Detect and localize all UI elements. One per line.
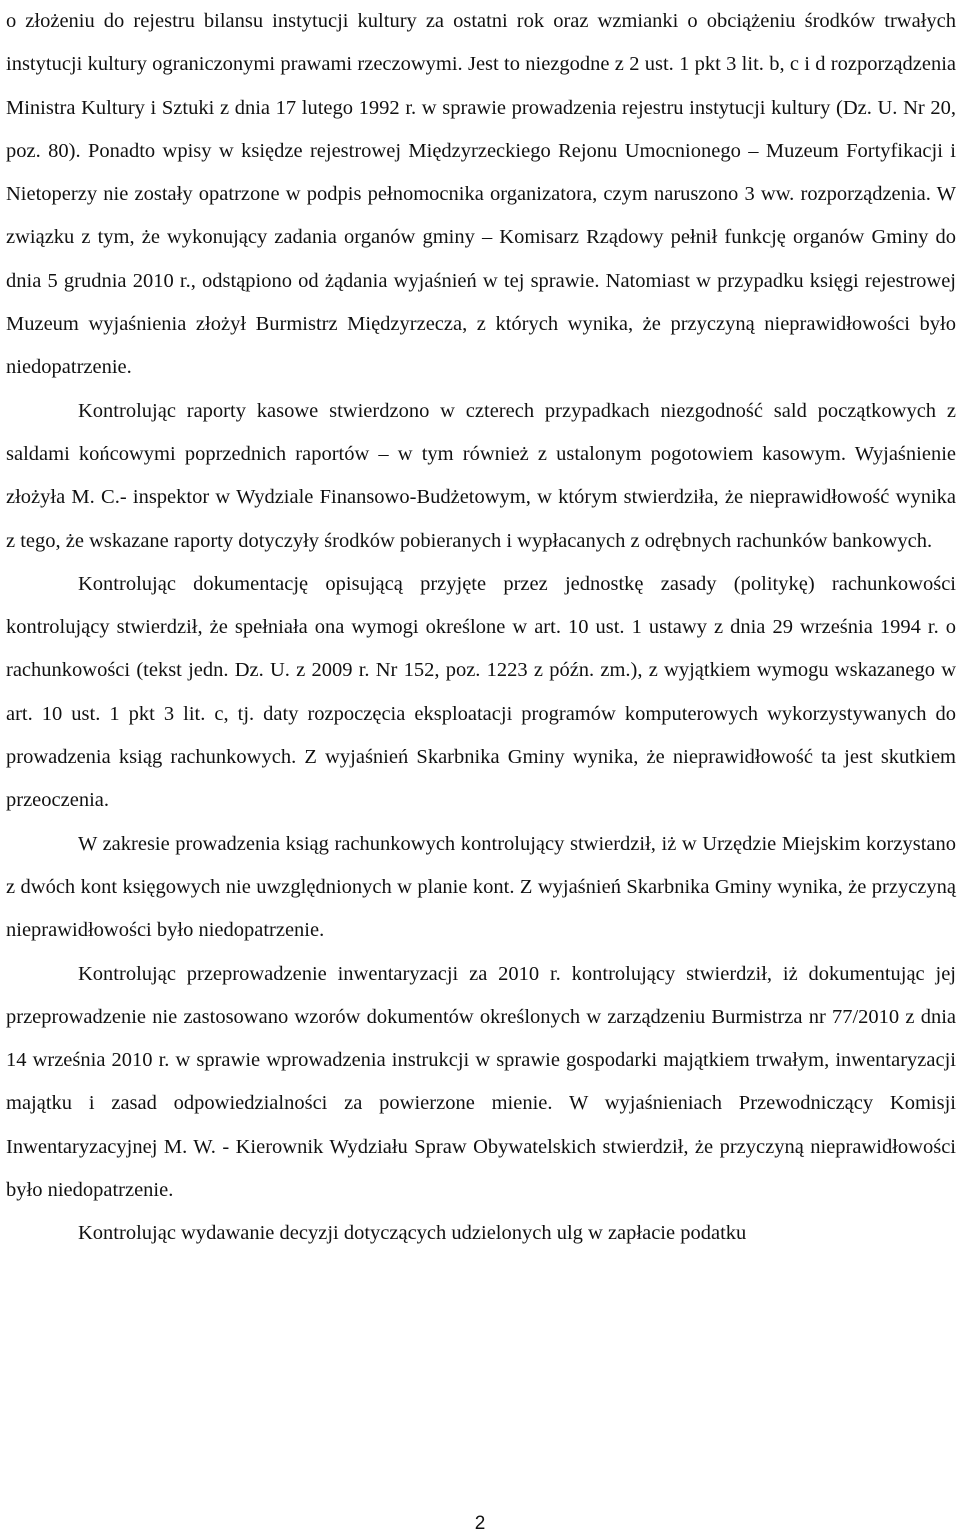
document-body — [6, 0, 956, 1256]
paragraph-tax-relief-decisions: Kontrolując wydawanie decyzji dotyczących udzielonych ulg w zapłacie podatku — [78, 1222, 747, 1245]
paragraph-cash-reports: Kontrolując raporty kasowe stwierdzono w czterech przypadkach niezgodność sald początkowych z saldami końcowymi poprzednich raportów – w tym również z ustalonym pogotowiem kasowym. Wyjaśnienie złożyła M. C.- inspektor w Wydziale Finansowo-Budżetowym, w którym stwierdziła, że nieprawidłowość wynika z tego, że wskazane raporty dotyczyły środków pobieranych i wypłacanych z odrębnych rachunków bankowych. — [6, 399, 956, 552]
paragraph-account-books: W zakresie prowadzenia ksiąg rachunkowych kontrolujący stwierdził, iż w Urzędzie Miejskim korzystano z dwóch kont księgowych nie uwzględnionych w planie kont. Z wyjaśnień Skarbnika Gminy wynika, że przyczyną nieprawidłowości było niedopatrzenie. — [6, 832, 956, 942]
page-number: 2 — [474, 1513, 486, 1534]
paragraph-inventory: Kontrolując przeprowadzenie inwentaryzacji za 2010 r. kontrolujący stwierdził, iż dokumentując jej przeprowadzenie nie zastosowano wzorów dokumentów określonych w zarządzeniu Burmistrza nr 77/2010 z dnia 14 września 2010 r. w sprawie wprowadzenia instrukcji w sprawie gospodarki majątkiem trwałym, inwentaryzacji majątku i zasad odpowiedzialności za powierzone mienie. W wyjaśnieniach Przewodniczący Komisji Inwentaryzacyjnej M. W. - Kierownik Wydziału Spraw Obywatelskich stwierdził, że przyczyną nieprawidłowości było niedopatrzenie. — [6, 962, 956, 1202]
paragraph-accounting-policy: Kontrolując dokumentację opisującą przyjęte przez jednostkę zasady (politykę) rachunkowości kontrolujący stwierdził, że spełniała ona wymogi określone w art. 10 ust. 1 ustawy z dnia 29 września 1994 r. o rachunkowości (tekst jedn. Dz. U. z 2009 r. Nr 152, poz. 1223 z późn. zm.), z wyjątkiem wymogu wskazanego w art. 10 ust. 1 pkt 3 lit. c, tj. daty rozpoczęcia eksploatacji programów komputerowych wykorzystywanych do prowadzenia ksiąg rachunkowych. Z wyjaśnień Skarbnika Gminy wynika, że nieprawidłowość ta jest skutkiem przeoczenia. — [6, 572, 956, 812]
paragraph-register-findings: o złożeniu do rejestru bilansu instytucji kultury za ostatni rok oraz wzmianki o obciążeniu środków trwałych instytucji kultury ograniczonymi prawami rzeczowymi. Jest to niezgodne z 2 ust. 1 pkt 3 lit. b, c i d rozporządzenia Ministra Kultury i Sztuki z dnia 17 lutego 1992 r. w sprawie prowadzenia rejestru instytucji kultury (Dz. U. Nr 20, poz. 80). Ponadto wpisy w księdze rejestrowej Międzyrzeckiego Rejonu Umocnionego – Muzeum Fortyfikacji i Nietoperzy nie zostały opatrzone w podpis pełnomocnika organizatora, czym naruszono 3 ww. rozporządzenia. W związku z tym, że wykonujący zadania organów gminy – Komisarz Rządowy pełnił funkcję organów Gminy do dnia 5 grudnia 2010 r., odstąpiono od żądania wyjaśnień w tej sprawie. Natomiast w przypadku księgi rejestrowej Muzeum wyjaśnienia złożył Burmistrz Międzyrzecza, z których wynika, że przyczyną nieprawidłowości było niedopatrzenie. — [6, 10, 956, 379]
